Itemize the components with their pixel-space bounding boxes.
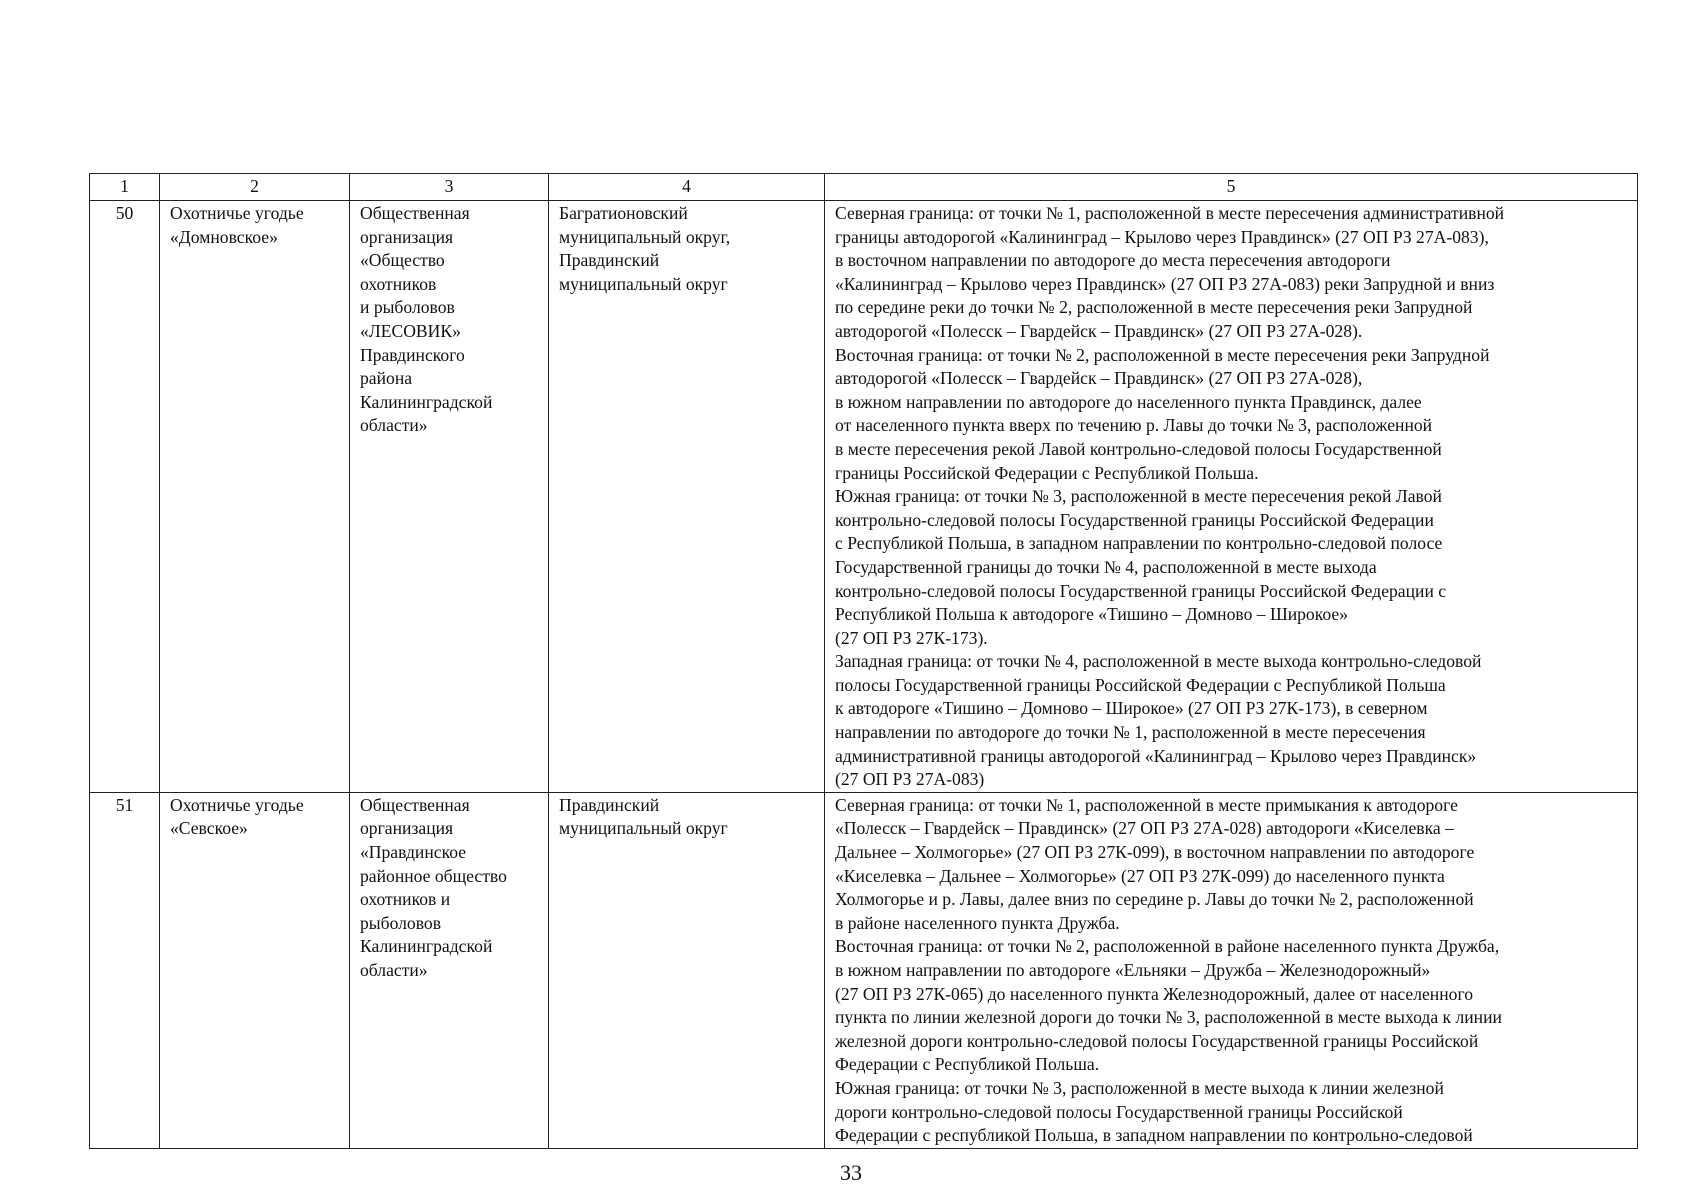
row-number: 50 <box>90 201 160 793</box>
page-number: 33 <box>840 1160 862 1185</box>
column-header-4: 4 <box>549 174 825 201</box>
organization-name: Общественная организация «Правдинское районное общество охотников и рыболовов Калининградской области» <box>350 792 549 1148</box>
hunting-ground-name: Охотничье угодье «Севское» <box>160 792 350 1148</box>
column-header-1: 1 <box>90 174 160 201</box>
column-header-5: 5 <box>825 174 1638 201</box>
hunting-ground-name: Охотничье угодье «Домновское» <box>160 201 350 793</box>
boundary-description: Северная граница: от точки № 1, расположенной в месте пересечения административной границы автодорогой «Калининград – Крылово через Правдинск» (27 ОП РЗ 27А-083), в восточном направлении по автодороге до места пересечения автодороги «Калининград – Крылово через Правдинск» (27 ОП РЗ 27А-083) реки Запрудной и вниз по середине реки до точки № 2, расположенной в месте пересечения реки Запрудной автодорогой «Полесск – Гвардейск – Правдинск» (27 ОП РЗ 27А-028). Восточная граница: от точки № 2, расположенной в месте пересечения реки Запрудной автодорогой «Полесск – Гвардейск – Правдинск» (27 ОП РЗ 27А-028), в южном направлении по автодороге до населенного пункта Правдинск, далее от населенного пункта вверх по течению р. Лавы до точки № 3, расположенной в месте пересечения рекой Лавой контрольно-следовой полосы Государственной границы Российской Федерации с Республикой Польша. Южная граница: от точки № 3, расположенной в месте пересечения рекой Лавой контрольно-следовой полосы Государственной границы Российской Федерации с Республикой Польша, в западном направлении по контрольно-следовой полосе Государственной границы до точки № 4, расположенной в месте выхода контрольно-следовой полосы Государственной границы Российской Федерации с Республикой Польша к автодороге «Тишино – Домново – Широкое» (27 ОП РЗ 27К-173). Западная граница: от точки № 4, расположенной в месте выхода контрольно-следовой полосы Государственной границы Российской Федерации с Республикой Польша к автодороге «Тишино – Домново – Широкое» (27 ОП РЗ 27К-173), в северном направлении по автодороге до точки № 1, расположенной в месте пересечения административной границы автодорогой «Калининград – Крылово через Правдинск» (27 ОП РЗ 27А-083) <box>825 201 1638 793</box>
column-header-3: 3 <box>350 174 549 201</box>
column-number-row <box>90 174 1638 201</box>
hunting-grounds-table <box>89 173 1638 1149</box>
row-number: 51 <box>90 792 160 1148</box>
boundary-description: Северная граница: от точки № 1, расположенной в месте примыкания к автодороге «Полесск – Гвардейск – Правдинск» (27 ОП РЗ 27А-028) автодороги «Киселевка – Дальнее – Холмогорье» (27 ОП РЗ 27К-099), в восточном направлении по автодороге «Киселевка – Дальнее – Холмогорье» (27 ОП РЗ 27К-099) до населенного пункта Холмогорье и р. Лавы, далее вниз по середине р. Лавы до точки № 2, расположенной в районе населенного пункта Дружба. Восточная граница: от точки № 2, расположенной в районе населенного пункта Дружба, в южном направлении по автодороге «Ельняки – Дружба – Железнодорожный» (27 ОП РЗ 27К-065) до населенного пункта Железнодорожный, далее от населенного пункта по линии железной дороги до точки № 3, расположенной в месте выхода к линии железной дороги контрольно-следовой полосы Государственной границы Российской Федерации с Республикой Польша. Южная граница: от точки № 3, расположенной в месте выхода к линии железной дороги контрольно-следовой полосы Государственной границы Российской Федерации с республикой Польша, в западном направлении по контрольно-следовой <box>825 792 1638 1148</box>
municipal-district: Правдинский муниципальный округ <box>549 792 825 1148</box>
organization-name: Общественная организация «Общество охотников и рыболовов «ЛЕСОВИК» Правдинского района Калининградской области» <box>350 201 549 793</box>
table-row <box>90 201 1638 793</box>
municipal-district: Багратионовский муниципальный округ, Правдинский муниципальный округ <box>549 201 825 793</box>
column-header-2: 2 <box>160 174 350 201</box>
table-row <box>90 792 1638 1148</box>
